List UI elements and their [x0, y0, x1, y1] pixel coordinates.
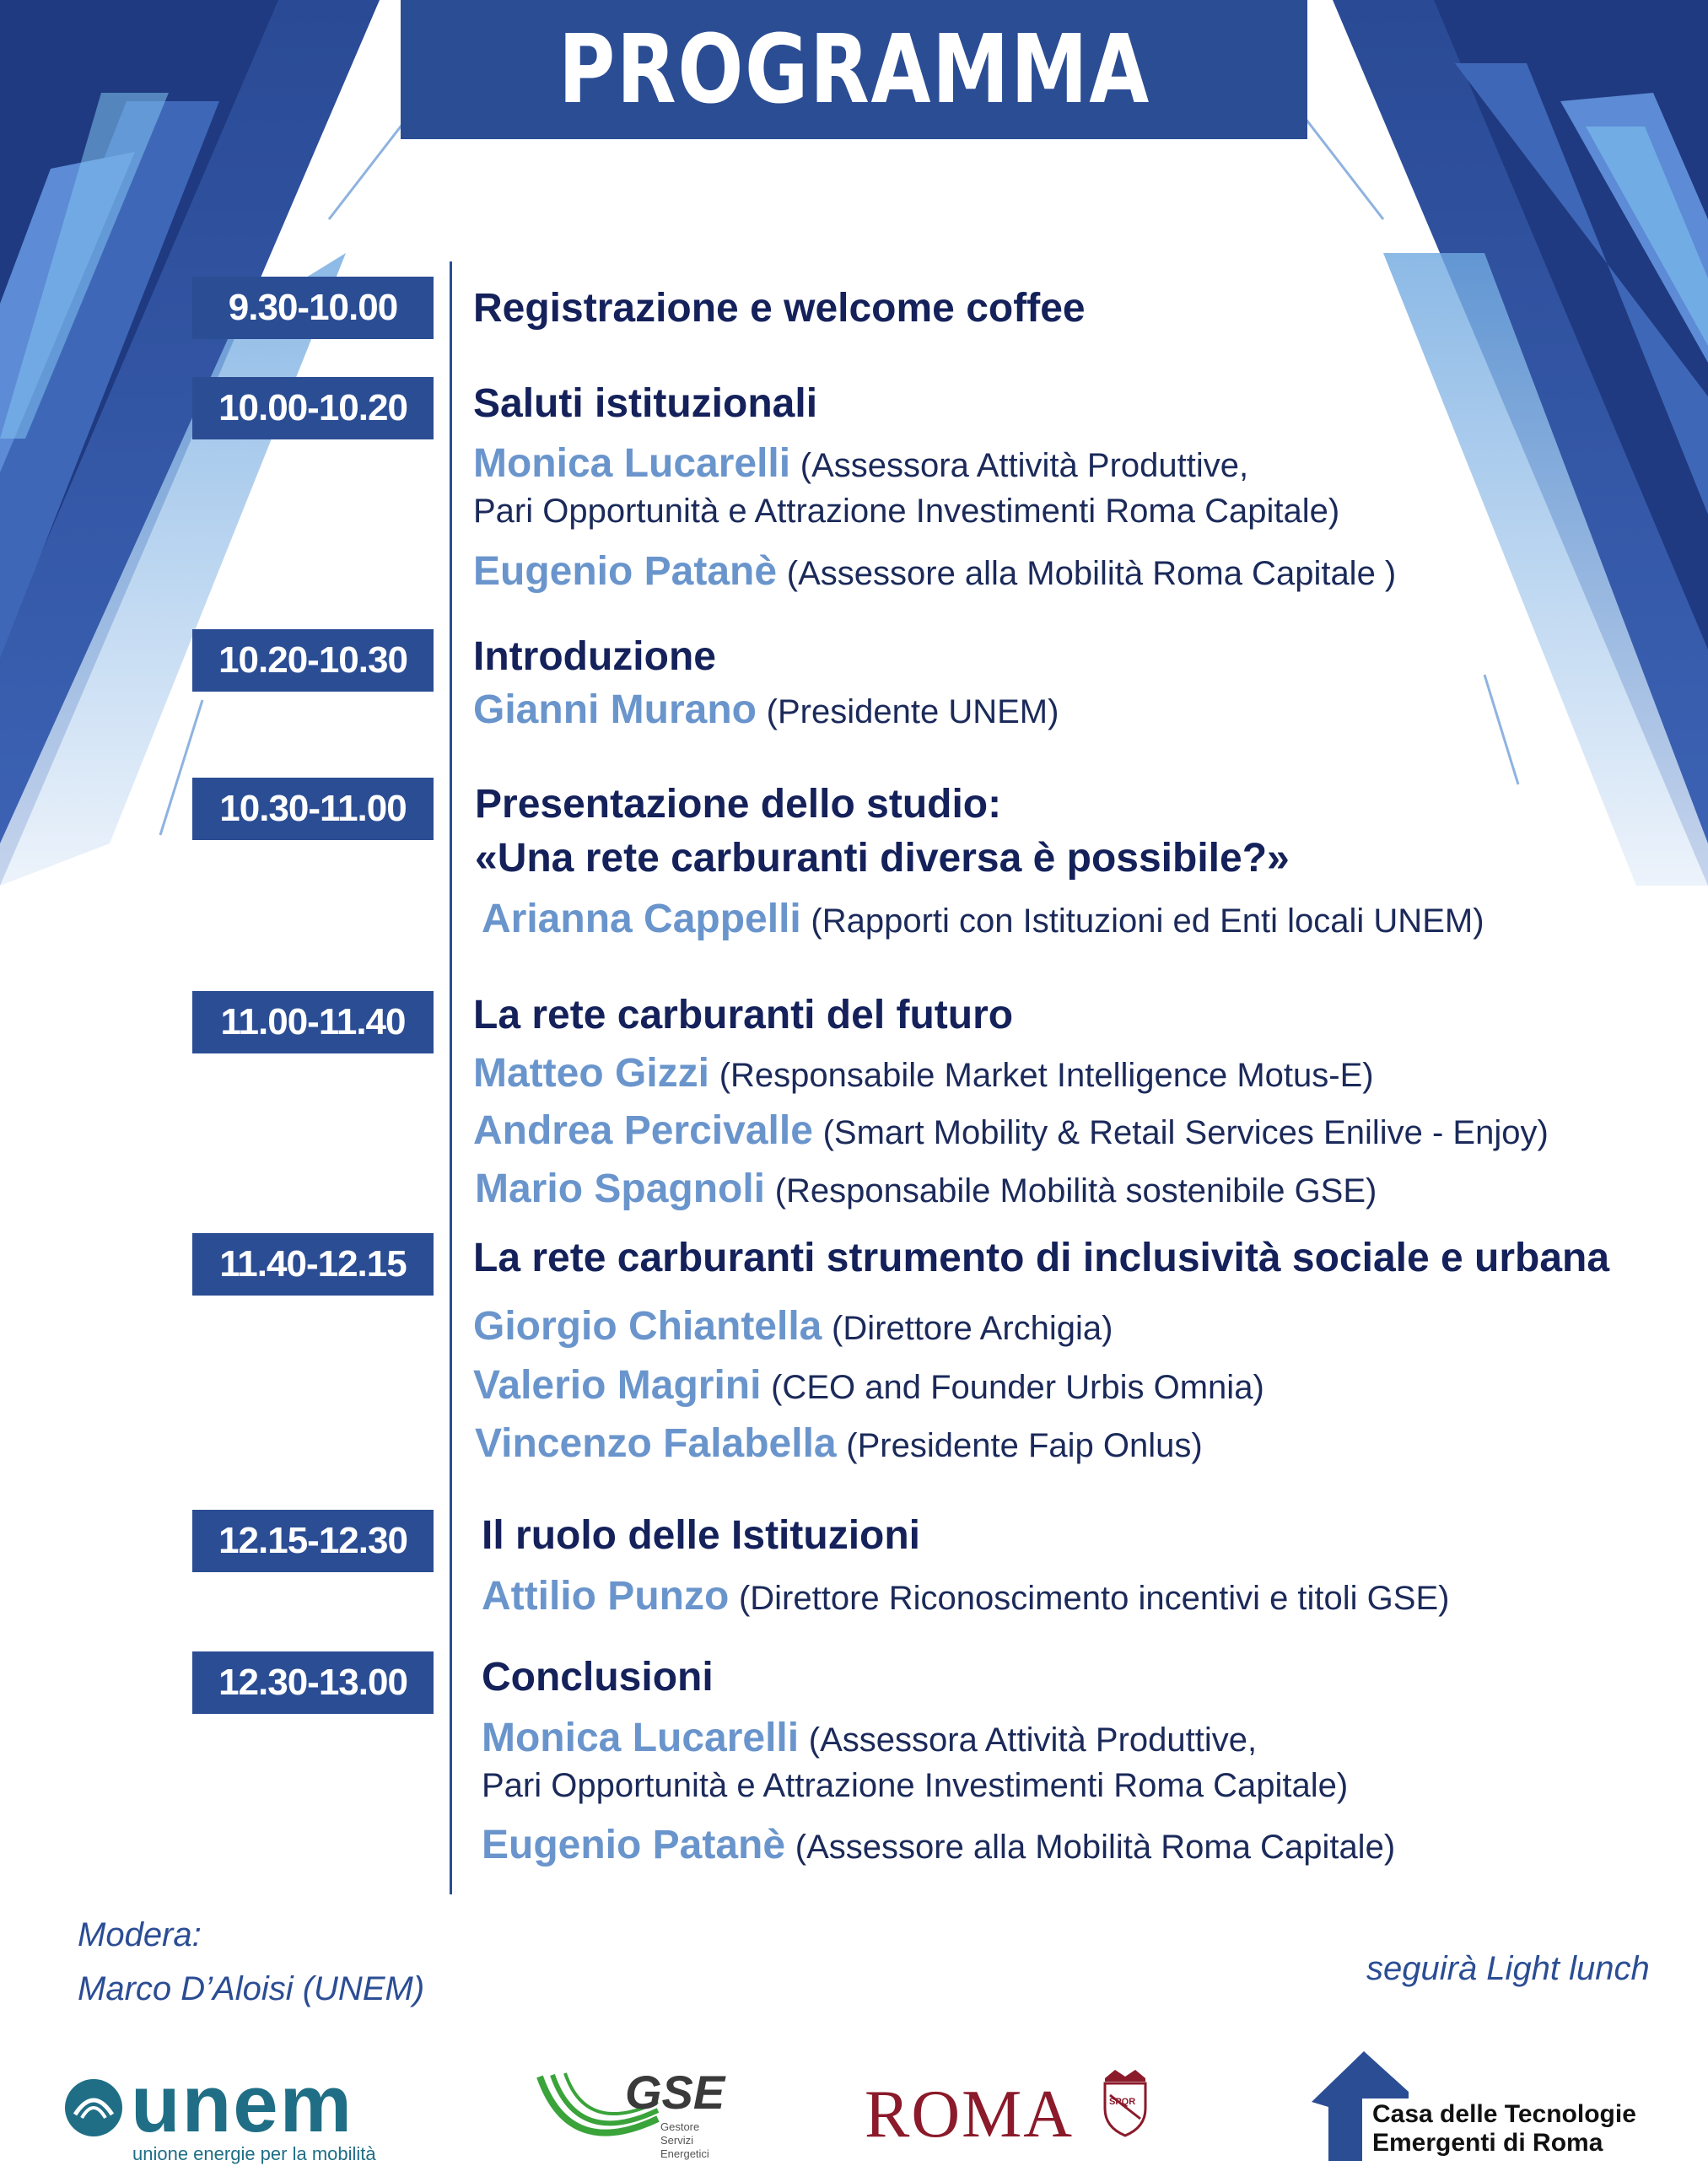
session-heading: La rete carburanti del futuro — [473, 993, 1014, 1037]
speaker-role-cont: Pari Opportunità e Attrazione Investimenti Roma Capitale) — [482, 1767, 1349, 1804]
speaker-line — [482, 1822, 1395, 1868]
session-heading: Saluti istituzionali — [473, 381, 818, 426]
gse-logo — [536, 2068, 730, 2174]
session-time: 10.00-10.20 — [192, 377, 434, 439]
speaker-role: (Assessora Attività Produttive, — [808, 1721, 1258, 1759]
speaker-name: Monica Lucarelli — [482, 1716, 800, 1760]
page-title: PROGRAMMA — [558, 14, 1150, 125]
speaker-name: Arianna Cappelli — [482, 897, 801, 941]
gse-wordmark: GSE — [625, 2066, 725, 2119]
speaker-role: (Presidente Faip Onlus) — [846, 1427, 1203, 1464]
gse-subtitle: Gestore Servizi Energetici — [660, 2120, 709, 2160]
session-time: 9.30-10.00 — [192, 277, 434, 339]
session-heading: Introduzione — [473, 634, 716, 679]
unem-logo — [63, 2059, 384, 2164]
speaker-line — [475, 1166, 1377, 1212]
speaker-name: Gianni Murano — [473, 687, 757, 732]
speaker-line — [475, 1420, 1203, 1467]
speaker-role: (Direttore Riconoscimento incentivi e titoli GSE) — [738, 1580, 1450, 1617]
casa-tecnologie-logo — [1312, 2050, 1683, 2168]
speaker-role: (Rapporti con Istituzioni ed Enti locali UNEM) — [811, 902, 1484, 940]
timeline-line — [450, 261, 452, 1894]
session-heading: Il ruolo delle Istituzioni — [482, 1513, 921, 1558]
speaker-line — [473, 1050, 1374, 1096]
speaker-name: Matteo Gizzi — [473, 1051, 710, 1096]
roma-seal-text: SPQR — [1109, 2097, 1136, 2107]
unem-emblem-icon — [63, 2077, 124, 2138]
speaker-role: (Responsabile Mobilità sostenibile GSE) — [774, 1172, 1377, 1210]
speaker-role: (Assessore alla Mobilità Roma Capitale) — [795, 1829, 1396, 1866]
speaker-name: Andrea Percivalle — [473, 1108, 813, 1153]
moderator-label: Modera: — [78, 1916, 202, 1953]
closing-note: seguirà Light lunch — [1366, 1950, 1650, 1987]
speaker-role-cont: Pari Opportunità e Attrazione Investimenti Roma Capitale) — [473, 493, 1340, 530]
speaker-line — [482, 1573, 1449, 1619]
session-heading: Presentazione dello studio: — [475, 782, 1002, 827]
speaker-role: (Responsabile Market Intelligence Motus-E) — [719, 1057, 1374, 1094]
speaker-line — [473, 1362, 1264, 1409]
session-time: 12.15-12.30 — [192, 1510, 434, 1572]
session-time: 10.30-11.00 — [192, 778, 434, 840]
casa-text: Casa delle Tecnologie Emergenti di Roma — [1372, 2100, 1636, 2157]
speaker-role: (Assessore alla Mobilità Roma Capitale ) — [786, 555, 1397, 592]
speaker-line — [473, 1107, 1549, 1154]
unem-wordmark: unem — [131, 2059, 354, 2149]
unem-tagline: unione energie per la mobilità — [132, 2143, 376, 2164]
speaker-role: (Assessora Attività Produttive, — [800, 447, 1249, 484]
speaker-name: Eugenio Patanè — [473, 549, 778, 594]
speaker-role: (Smart Mobility & Retail Services Enilive - Enjoy) — [822, 1114, 1549, 1151]
speaker-line — [482, 896, 1484, 942]
speaker-role: (Presidente UNEM) — [766, 693, 1059, 730]
speaker-name: Giorgio Chiantella — [473, 1304, 822, 1349]
session-heading: Conclusioni — [482, 1655, 714, 1700]
moderator-name: Marco D’Aloisi (UNEM) — [78, 1970, 425, 2007]
roma-wordmark: ROMA — [865, 2077, 1075, 2152]
speaker-name: Eugenio Patanè — [482, 1823, 786, 1867]
roma-logo — [865, 2066, 1160, 2168]
speaker-name: Monica Lucarelli — [473, 441, 791, 486]
speaker-role: (Direttore Archigia) — [832, 1310, 1113, 1347]
speaker-role: (CEO and Founder Urbis Omnia) — [771, 1369, 1264, 1406]
speaker-line — [473, 440, 1248, 487]
session-heading: La rete carburanti strumento di inclusività sociale e urbana — [473, 1236, 1610, 1280]
session-heading-cont: «Una rete carburanti diversa è possibile?» — [475, 836, 1290, 881]
speaker-name: Vincenzo Falabella — [475, 1421, 837, 1466]
session-time: 12.30-13.00 — [192, 1651, 434, 1714]
session-time: 10.20-10.30 — [192, 629, 434, 692]
speaker-name: Valerio Magrini — [473, 1363, 762, 1408]
session-time: 11.00-11.40 — [192, 991, 434, 1053]
session-time: 11.40-12.15 — [192, 1233, 434, 1296]
speaker-line — [482, 1715, 1257, 1761]
speaker-line — [473, 548, 1396, 595]
speaker-name: Mario Spagnoli — [475, 1166, 766, 1211]
speaker-line — [473, 687, 1059, 733]
speaker-name: Attilio Punzo — [482, 1574, 730, 1619]
session-heading: Registrazione e welcome coffee — [473, 286, 1086, 331]
speaker-line — [473, 1303, 1113, 1350]
program-title-box — [401, 0, 1307, 139]
